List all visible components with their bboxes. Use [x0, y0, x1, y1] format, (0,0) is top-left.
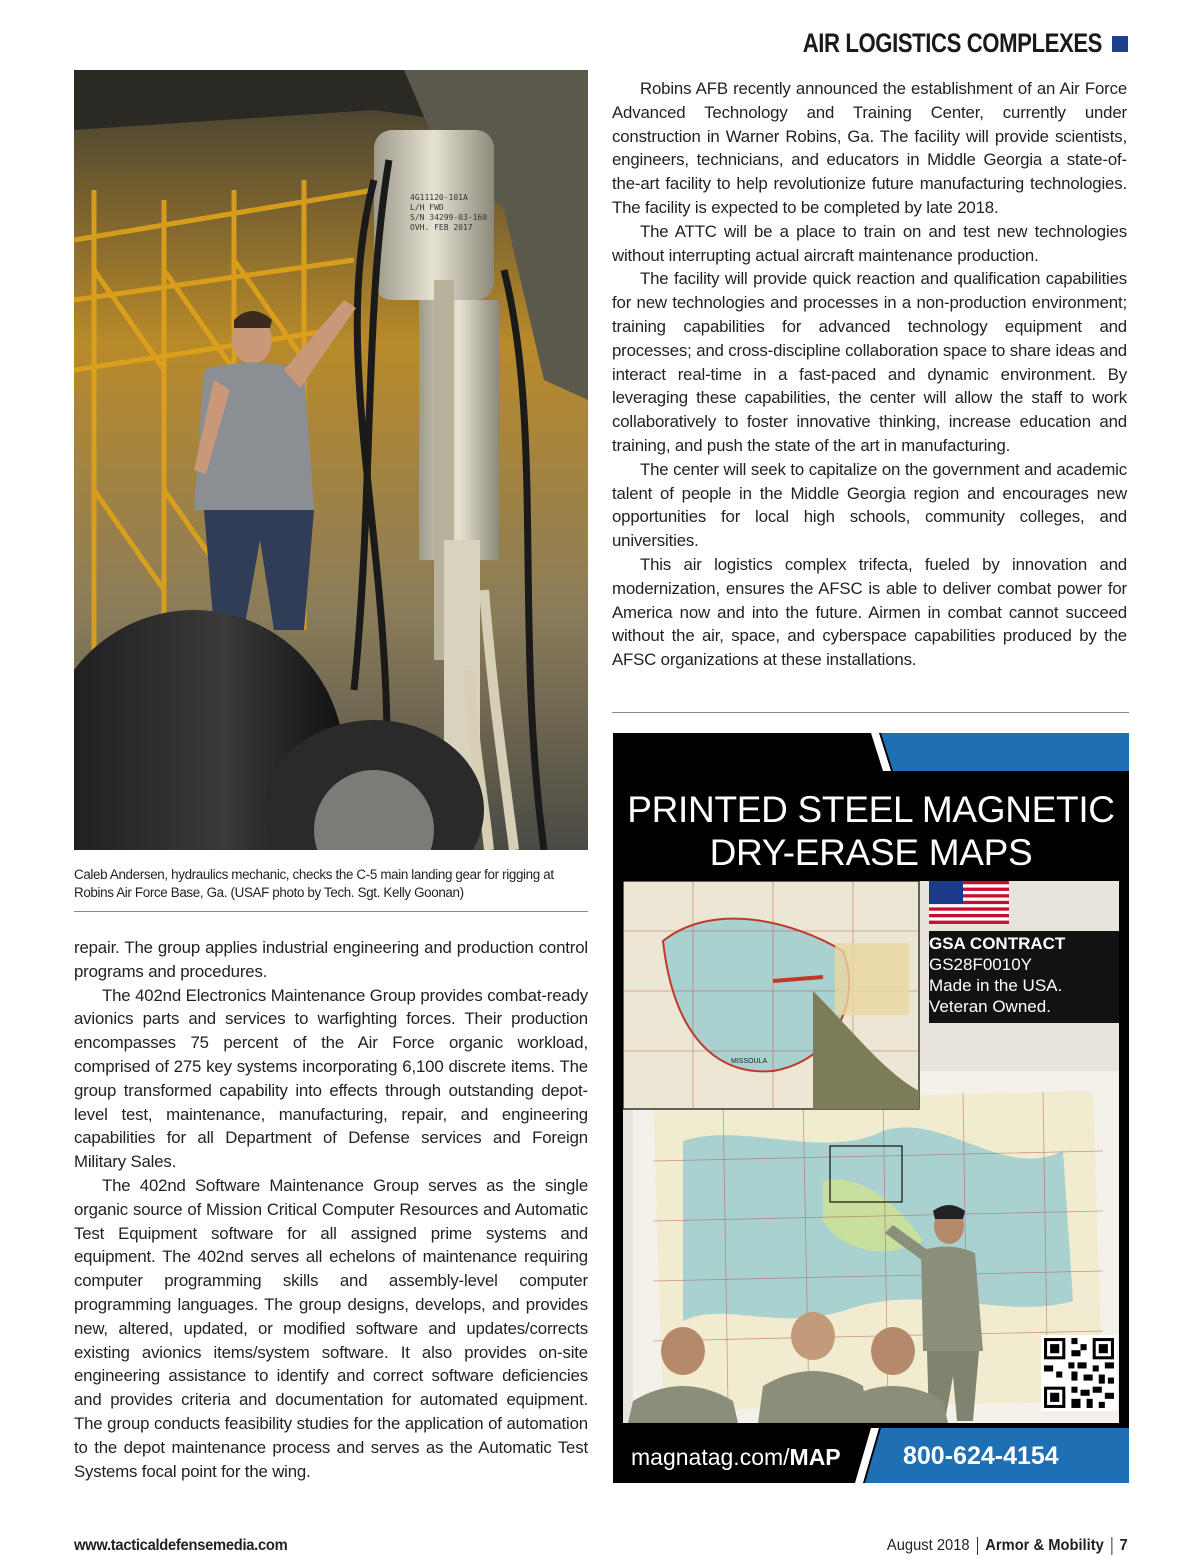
- ad-url-prefix: magnatag.com/: [631, 1444, 790, 1470]
- qr-code-icon[interactable]: [1041, 1335, 1117, 1411]
- ad-phone-number[interactable]: 800-624-4154: [903, 1442, 1059, 1470]
- footer-website[interactable]: www.tacticaldefensemedia.com: [74, 1537, 288, 1554]
- footer-issue-date: August 2018: [887, 1537, 970, 1554]
- caption-divider: [74, 911, 588, 912]
- footer-separator: [1112, 1537, 1113, 1555]
- strut-stencil-line-1: 4G11120-101A: [410, 193, 468, 202]
- strut-stencil-line-2: L/H FWD: [410, 203, 444, 212]
- ad-divider: [612, 712, 1129, 713]
- left-paragraph-1: repair. The group applies industrial engineering and production control programs and procedures.: [74, 938, 588, 981]
- veteran-owned-text: Veteran Owned.: [929, 997, 1051, 1016]
- section-header: [737, 28, 1128, 59]
- landing-gear-illustration: [74, 70, 588, 850]
- footer-magazine-name: Armor & Mobility: [985, 1537, 1105, 1554]
- footer-page-number: 7: [1119, 1537, 1128, 1554]
- right-paragraph-5: This air logistics complex trifecta, fueled by innovation and modernization, ensures the AFSC is able to deliver combat power for America now and into the future. Airmen in combat cannot succeed without the air, space, and cyberspace capabilities produced by the AFSC organizations at these installations.: [612, 554, 1127, 670]
- magnatag-advertisement[interactable]: [613, 733, 1129, 1483]
- landing-gear-photo: [74, 70, 588, 850]
- right-paragraph-4: The center will seek to capitalize on the government and academic talent of people in the Middle Georgia region and encourages new opportunities for local high schools, community colleges, and universities.: [612, 459, 1127, 551]
- inset-map-city-label: MISSOULA: [731, 1058, 768, 1065]
- ad-url-bold: MAP: [789, 1444, 841, 1470]
- gsa-contract-title: GSA CONTRACT: [929, 934, 1066, 953]
- strut-stencil-line-3: S/N 34299-03-160: [410, 213, 488, 222]
- ad-headline-line-2: DRY-ERASE MAPS: [709, 832, 1033, 873]
- strut-stencil-line-4: OVH. FEB 2017: [410, 223, 473, 232]
- left-paragraph-2: The 402nd Electronics Maintenance Group provides combat-ready avionics parts and services to warfighting forces. Their production encompasses 75 percent of the Air Force organic workload, comprised of 275 key systems incorporating 6,100 discrete items. The group transformed capability into effects through outstanding depot-level test, maintenance, manufacturing, repair, and engineering capabilities for all Department of Defense services and Foreign Military Sales.: [74, 985, 588, 1172]
- ad-headline: [613, 788, 1129, 874]
- section-marker-square: [1112, 36, 1128, 52]
- left-paragraph-3: The 402nd Software Maintenance Group serves as the single organic source of Mission Critical Computer Resources and Automatic Test Equipment software for all assigned prime systems and equipment. The 402nd serves all echelons of maintenance requiring computer programming skills and assembly-level computer programming languages. The group designs, develops, and provides new, altered, updated, or modified software and updates/corrects existing avionics items/system software. It also provides on-site engineering assistance to identify and correct software deficiencies and provides criteria and documentation for automated equipment. The group conducts feasibility studies for the application of automation to the depot maintenance process and serves as the Automatic Test Systems focal point for the wing.: [74, 1175, 588, 1481]
- made-in-usa-text: Made in the USA.: [929, 976, 1063, 995]
- us-flag-icon: [929, 881, 1009, 924]
- right-paragraph-2: The ATTC will be a place to train on and test new technologies without interrupting actual aircraft maintenance production.: [612, 221, 1127, 265]
- section-title: AIR LOGISTICS COMPLEXES: [802, 28, 1102, 58]
- right-paragraph-3: The facility will provide quick reaction and qualification capabilities for new technologies and processes in a non-production environment; training capabilities for advanced technology equipment and processes; and cross-discipline collaboration space to share ideas and interact real-time in a fast-paced and dynamic environment. By leveraging these capabilities, the center will allow the staff to work collaboratively to foster innovative thinking, increase education and training, and push the state of the art in manufacturing.: [612, 269, 1127, 455]
- ad-top-stripe: [613, 733, 1129, 771]
- ad-website-link[interactable]: [631, 1444, 841, 1470]
- left-column-text: [74, 936, 588, 1483]
- photo-caption: Caleb Andersen, hydraulics mechanic, checks the C-5 main landing gear for rigging at Robins Air Force Base, Ga. (USAF photo by Tech. Sgt. Kelly Goonan): [74, 867, 554, 900]
- footer-separator: [977, 1537, 978, 1555]
- ad-footer-bar[interactable]: [613, 1428, 1129, 1483]
- gsa-contract-number: GS28F0010Y: [929, 955, 1033, 974]
- right-paragraph-1: Robins AFB recently announced the establishment of an Air Force Advanced Technology and Training Center, currently under construction in Warner Robins, Ga. The facility will provide scientists, engineers, technicians, and educators in Middle Georgia a state-of-the-art facility to help revolutionize future manufacturing technologies. The facility is expected to be completed by late 2018.: [612, 79, 1127, 217]
- footer-issue-info: [887, 1537, 1128, 1555]
- right-column-text: [612, 77, 1127, 672]
- ad-headline-line-1: PRINTED STEEL MAGNETIC: [627, 789, 1115, 830]
- gsa-contract-box: [929, 931, 1119, 1023]
